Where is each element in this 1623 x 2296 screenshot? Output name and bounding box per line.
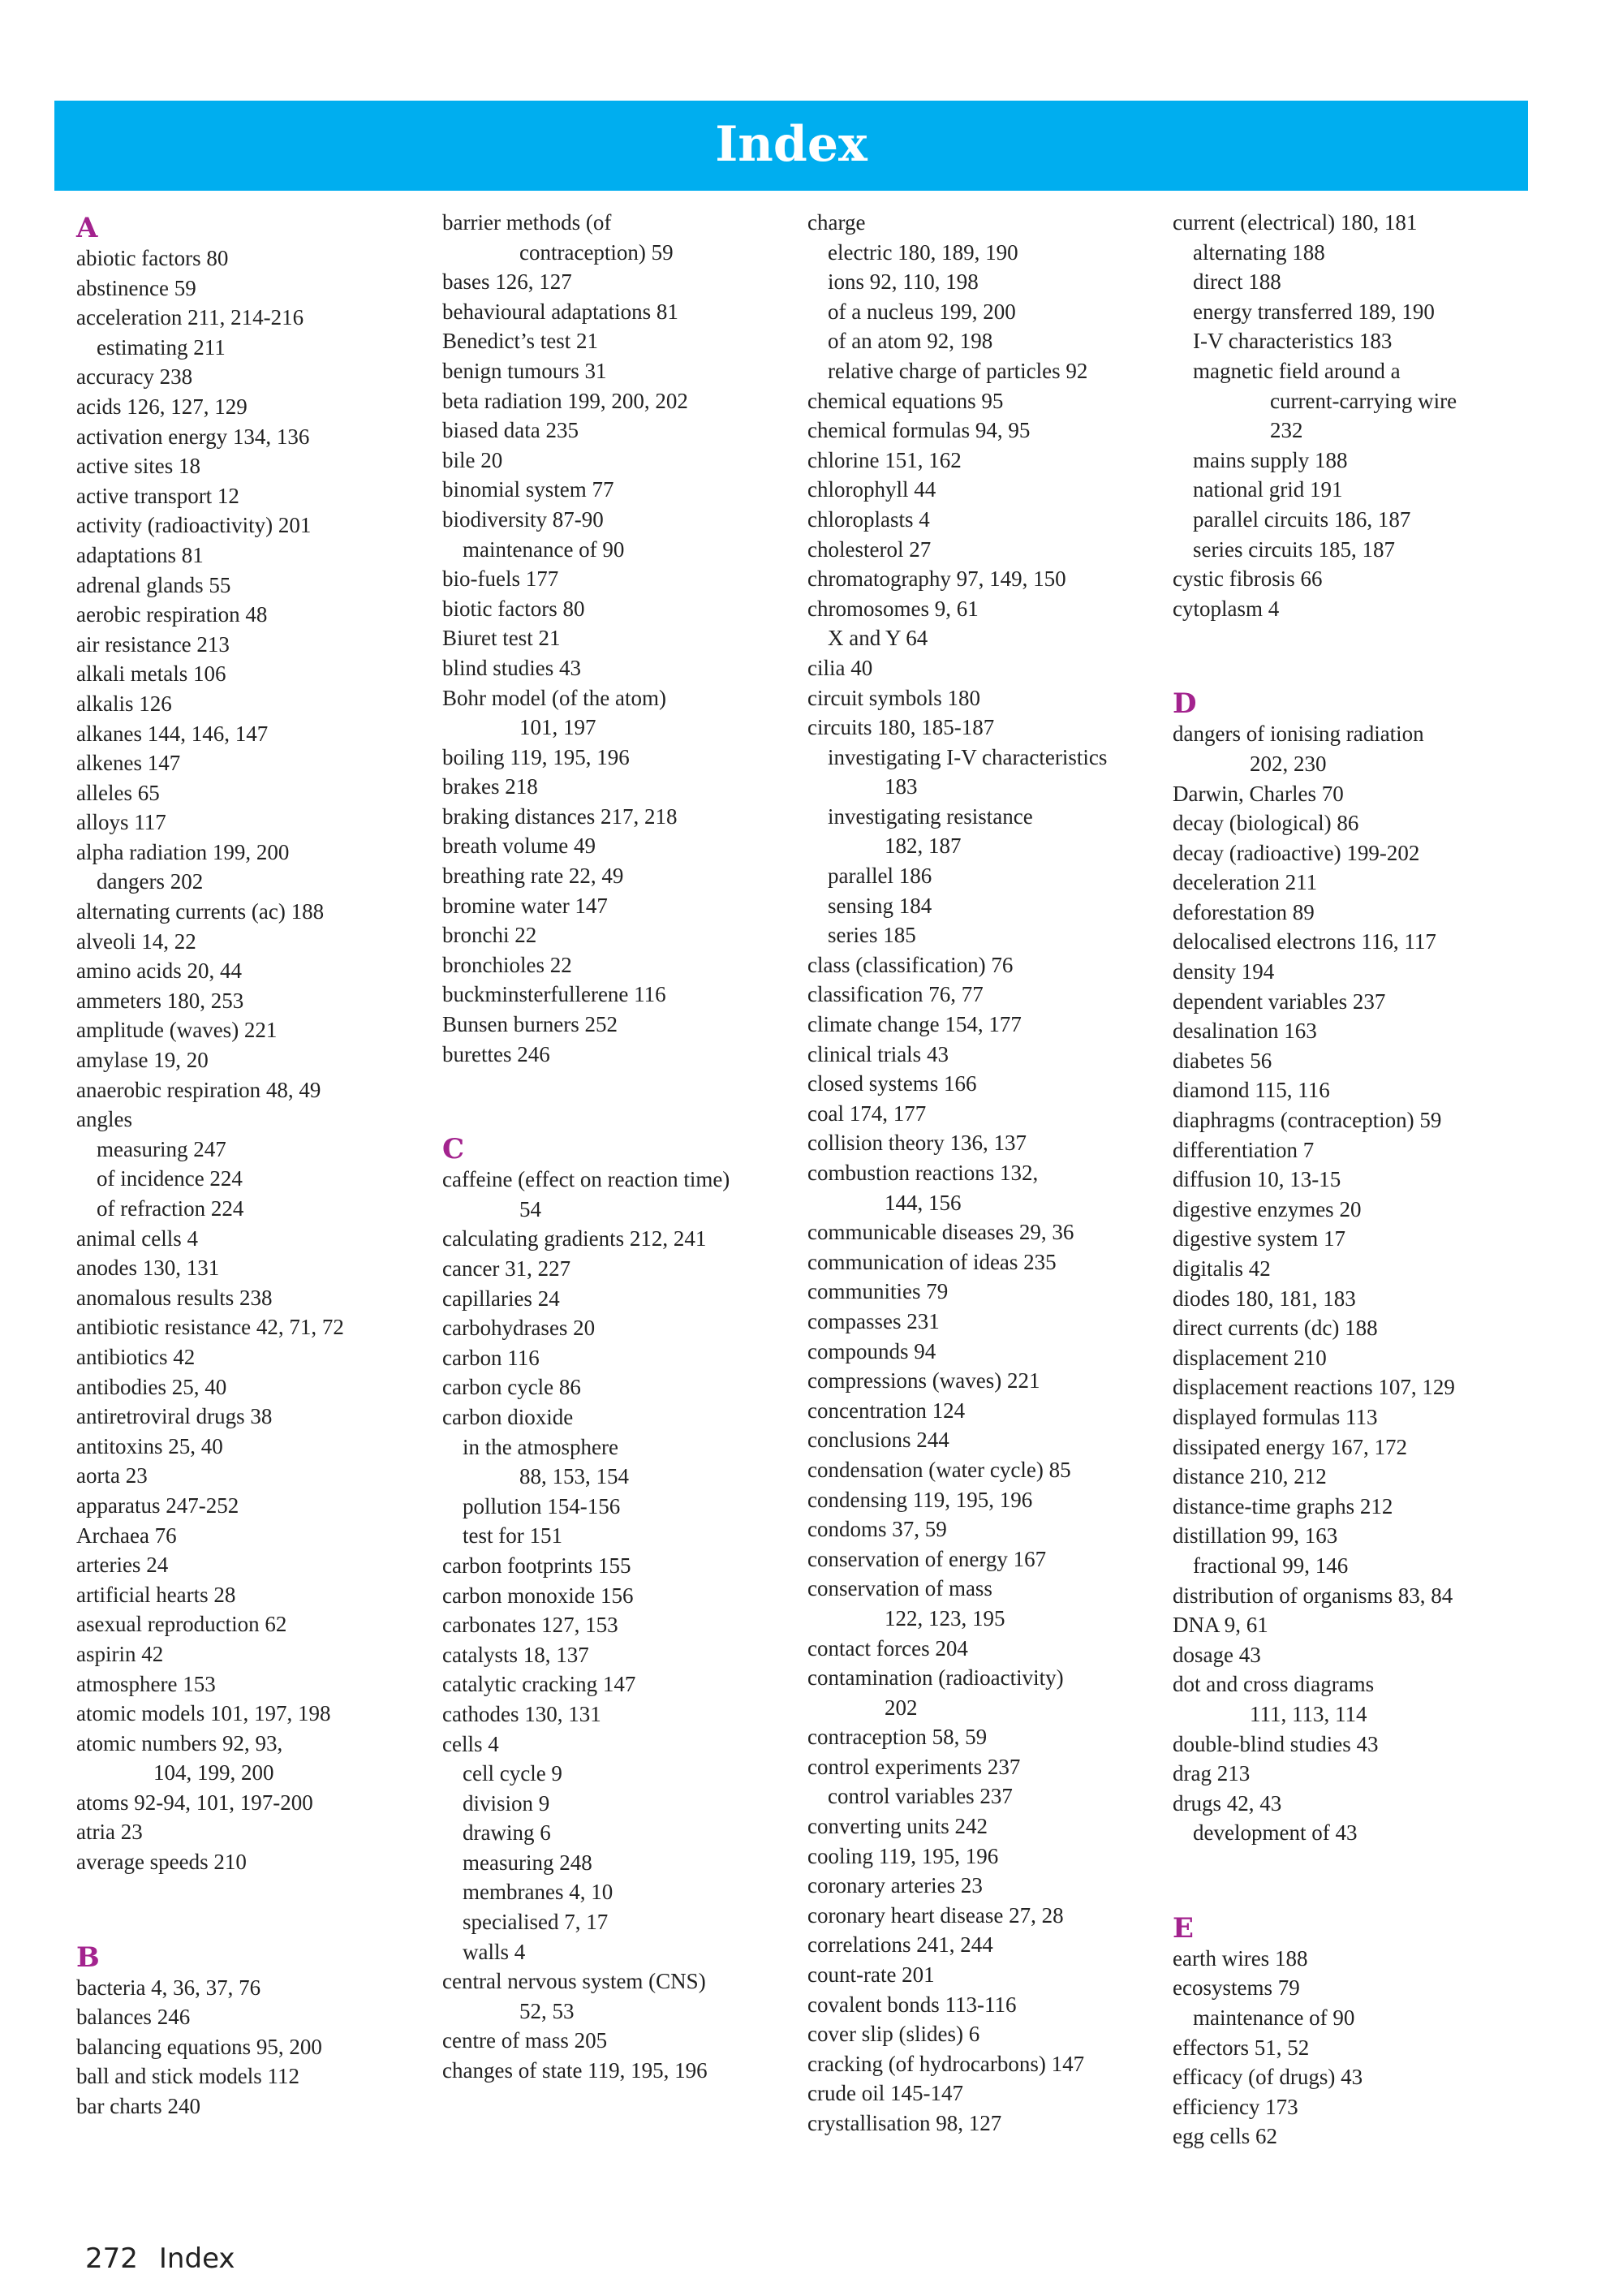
index-entry: contraception 58, 59 xyxy=(807,1725,988,1750)
index-entry: desalination 163 xyxy=(1173,1019,1317,1044)
index-entry: alkali metals 106 xyxy=(76,661,226,687)
index-entry: cooling 119, 195, 196 xyxy=(807,1843,999,1868)
index-entry: antibiotics 42 xyxy=(76,1344,196,1369)
index-entry: chlorine 151, 162 xyxy=(807,447,962,472)
index-subentry: test for 151 xyxy=(463,1523,562,1549)
index-entry: anomalous results 238 xyxy=(76,1285,273,1310)
index-entry: breathing rate 22, 49 xyxy=(442,864,624,889)
index-entry: ammeters 180, 253 xyxy=(76,988,244,1013)
index-entry: carbon dioxide xyxy=(442,1404,574,1429)
index-subentry: of an atom 92, 198 xyxy=(828,329,993,354)
index-entry: circuit symbols 180 xyxy=(807,685,980,710)
index-entry-continuation: 202 xyxy=(885,1695,918,1720)
index-subentry: of incidence 224 xyxy=(97,1166,243,1191)
index-subentry: membranes 4, 10 xyxy=(463,1880,613,1905)
index-subentry: maintenance of 90 xyxy=(1193,2005,1355,2031)
index-entry: contact forces 204 xyxy=(807,1635,968,1661)
index-entry: blind studies 43 xyxy=(442,655,582,680)
index-subentry: fractional 99, 146 xyxy=(1193,1553,1349,1578)
index-entry: angles xyxy=(76,1107,132,1132)
index-subentry: sensing 184 xyxy=(828,893,932,918)
index-subentry: parallel 186 xyxy=(828,864,932,889)
index-entry-continuation: 122, 123, 195 xyxy=(885,1605,1005,1630)
index-entry: egg cells 62 xyxy=(1173,2124,1277,2149)
index-entry: amylase 19, 20 xyxy=(76,1048,209,1073)
index-entry: conclusions 244 xyxy=(807,1428,949,1453)
index-entry: deceleration 211 xyxy=(1173,870,1318,895)
index-entry: condensation (water cycle) 85 xyxy=(807,1457,1071,1482)
index-entry: carbon monoxide 156 xyxy=(442,1583,634,1608)
index-entry: compounds 94 xyxy=(807,1338,936,1363)
index-entry: anodes 130, 131 xyxy=(76,1256,220,1281)
index-entry: contamination (radioactivity) xyxy=(807,1665,1064,1691)
section-letter: C xyxy=(442,1133,465,1166)
index-entry: caffeine (effect on reaction time) xyxy=(442,1167,730,1192)
index-entry: density 194 xyxy=(1173,959,1275,984)
index-entry: coronary heart disease 27, 28 xyxy=(807,1902,1064,1928)
index-entry: accuracy 238 xyxy=(76,364,193,390)
index-subentry: investigating resistance xyxy=(828,803,1033,829)
index-entry: antibiotic resistance 42, 71, 72 xyxy=(76,1315,344,1340)
section-letter: E xyxy=(1173,1911,1194,1945)
index-subentry: maintenance of 90 xyxy=(463,536,625,562)
index-entry: active transport 12 xyxy=(76,483,239,508)
index-entry-continuation: contraception) 59 xyxy=(519,239,674,265)
index-subentry: walls 4 xyxy=(463,1939,526,1964)
index-entry: bronchi 22 xyxy=(442,923,537,948)
index-entry: displacement 210 xyxy=(1173,1345,1327,1370)
index-entry: acids 126, 127, 129 xyxy=(76,394,248,419)
index-entry-continuation: 202, 230 xyxy=(1250,751,1327,776)
footer-label: Index xyxy=(158,2242,235,2275)
index-entry: anaerobic respiration 48, 49 xyxy=(76,1077,321,1102)
index-subentry: pollution 154-156 xyxy=(463,1493,621,1518)
index-entry: barrier methods (of xyxy=(442,210,612,235)
index-entry: double-blind studies 43 xyxy=(1173,1731,1379,1756)
index-entry: communicable diseases 29, 36 xyxy=(807,1220,1074,1245)
index-entry: cover slip (slides) 6 xyxy=(807,2022,980,2047)
index-entry: bacteria 4, 36, 37, 76 xyxy=(76,1975,261,2000)
index-entry: adrenal glands 55 xyxy=(76,572,231,597)
index-entry: chlorophyll 44 xyxy=(807,477,936,502)
index-entry: calculating gradients 212, 241 xyxy=(442,1226,707,1251)
index-subentry: drawing 6 xyxy=(463,1820,551,1846)
index-entry: chemical formulas 94, 95 xyxy=(807,418,1031,443)
index-entry: alkanes 144, 146, 147 xyxy=(76,721,269,746)
index-entry-continuation: 52, 53 xyxy=(519,1998,575,2023)
index-entry: diabetes 56 xyxy=(1173,1048,1272,1073)
index-subentry: series 185 xyxy=(828,923,916,948)
index-entry: displacement reactions 107, 129 xyxy=(1173,1375,1455,1400)
index-subentry: specialised 7, 17 xyxy=(463,1910,609,1935)
section-spacer xyxy=(76,1877,433,1937)
index-entry: alveoli 14, 22 xyxy=(76,928,196,954)
index-entry-continuation: 183 xyxy=(885,774,918,799)
index-entry: correlations 241, 244 xyxy=(807,1932,993,1958)
index-subentry: of refraction 224 xyxy=(97,1196,244,1221)
index-entry: behavioural adaptations 81 xyxy=(442,299,678,324)
index-entry: alloys 117 xyxy=(76,810,166,835)
index-subentry: alternating 188 xyxy=(1193,239,1325,265)
index-entry: ball and stick models 112 xyxy=(76,2064,299,2089)
index-entry: direct currents (dc) 188 xyxy=(1173,1316,1378,1341)
index-entry: aspirin 42 xyxy=(76,1641,164,1666)
index-column-3 xyxy=(807,208,1165,2139)
section-letter: B xyxy=(76,1941,100,1974)
index-entry: efficacy (of drugs) 43 xyxy=(1173,2065,1363,2090)
index-entry: class (classification) 76 xyxy=(807,952,1014,977)
index-entry: changes of state 119, 195, 196 xyxy=(442,2058,708,2083)
index-entry: abiotic factors 80 xyxy=(76,246,229,270)
index-entry: digestive system 17 xyxy=(1173,1226,1345,1251)
index-entry: cancer 31, 227 xyxy=(442,1256,571,1281)
index-entry: carbonates 127, 153 xyxy=(442,1613,618,1638)
index-entry: bar charts 240 xyxy=(76,2094,200,2119)
index-subentry: measuring 247 xyxy=(97,1136,226,1161)
index-subentry: ions 92, 110, 198 xyxy=(828,269,979,295)
index-entry: alternating currents (ac) 188 xyxy=(76,899,325,924)
index-entry-continuation: 54 xyxy=(519,1196,541,1221)
index-entry: carbon footprints 155 xyxy=(442,1553,631,1578)
index-entry: condoms 37, 59 xyxy=(807,1517,947,1542)
index-subentry: national grid 191 xyxy=(1193,477,1343,502)
index-entry-continuation: 232 xyxy=(1270,418,1303,443)
index-entry: charge xyxy=(807,210,866,235)
index-entry: converting units 242 xyxy=(807,1814,988,1839)
index-entry-continuation: current-carrying wire xyxy=(1270,388,1457,413)
index-column-4 xyxy=(1173,208,1530,2152)
index-entry: atoms 92-94, 101, 197-200 xyxy=(76,1790,313,1815)
page-number: 272 xyxy=(85,2242,138,2275)
index-entry: alleles 65 xyxy=(76,780,160,805)
index-entry: decay (radioactive) 199-202 xyxy=(1173,840,1420,865)
index-entry: distance 210, 212 xyxy=(1173,1464,1327,1489)
index-entry: climate change 154, 177 xyxy=(807,1012,1022,1037)
index-entry-continuation: 182, 187 xyxy=(885,834,962,859)
index-entry: crystallisation 98, 127 xyxy=(807,2111,1002,2135)
index-subentry: estimating 211 xyxy=(97,334,226,360)
index-entry: buckminsterfullerene 116 xyxy=(442,982,666,1007)
index-entry: breath volume 49 xyxy=(442,834,596,859)
index-entry: combustion reactions 132, xyxy=(807,1161,1039,1185)
index-entry: boiling 119, 195, 196 xyxy=(442,744,630,769)
section-spacer xyxy=(1173,623,1530,683)
index-entry: activity (radioactivity) 201 xyxy=(76,513,312,538)
index-entry: artificial hearts 28 xyxy=(76,1582,236,1607)
index-entry: alpha radiation 199, 200 xyxy=(76,839,290,864)
index-entry: drag 213 xyxy=(1173,1761,1251,1786)
index-entry: diffusion 10, 13-15 xyxy=(1173,1167,1341,1192)
index-entry: communication of ideas 235 xyxy=(807,1249,1057,1274)
index-entry: dot and cross diagrams xyxy=(1173,1672,1375,1697)
index-entry: dissipated energy 167, 172 xyxy=(1173,1434,1407,1459)
index-entry: biodiversity 87-90 xyxy=(442,506,604,532)
index-entry: arteries 24 xyxy=(76,1553,169,1578)
index-entry: alkenes 147 xyxy=(76,751,181,776)
index-entry-continuation: 144, 156 xyxy=(885,1190,962,1215)
index-entry: apparatus 247-252 xyxy=(76,1493,239,1518)
index-subentry: I-V characteristics 183 xyxy=(1193,329,1393,354)
index-entry: cilia 40 xyxy=(807,655,873,680)
index-subentry: relative charge of particles 92 xyxy=(828,358,1088,383)
index-entry: count-rate 201 xyxy=(807,1962,935,1988)
section-letter: D xyxy=(1173,687,1197,721)
index-entry: asexual reproduction 62 xyxy=(76,1612,287,1637)
index-entry: dangers of ionising radiation xyxy=(1173,722,1424,747)
index-entry: earth wires 188 xyxy=(1173,1945,1308,1971)
index-entry: displayed formulas 113 xyxy=(1173,1404,1378,1429)
index-entry: amplitude (waves) 221 xyxy=(76,1018,278,1043)
index-subentry: mains supply 188 xyxy=(1193,447,1348,472)
index-entry: closed systems 166 xyxy=(807,1071,977,1096)
index-entry: bromine water 147 xyxy=(442,893,608,918)
index-entry: drugs 42, 43 xyxy=(1173,1790,1282,1816)
index-entry: chloroplasts 4 xyxy=(807,506,930,532)
index-subentry: electric 180, 189, 190 xyxy=(828,239,1018,265)
index-subentry: in the atmosphere xyxy=(463,1434,618,1459)
index-entry: central nervous system (CNS) xyxy=(442,1969,706,1994)
section-letter: A xyxy=(76,212,98,244)
index-entry: average speeds 210 xyxy=(76,1850,247,1875)
index-entry: conservation of energy 167 xyxy=(807,1546,1047,1571)
index-entry: activation energy 134, 136 xyxy=(76,424,310,449)
index-entry: decay (biological) 86 xyxy=(1173,811,1359,836)
index-entry: aerobic respiration 48 xyxy=(76,602,268,627)
index-entry: Biuret test 21 xyxy=(442,626,561,651)
index-entry: concentration 124 xyxy=(807,1398,966,1423)
index-entry: bio-fuels 177 xyxy=(442,566,559,592)
index-entry: distance-time graphs 212 xyxy=(1173,1493,1393,1518)
index-entry: carbohydrases 20 xyxy=(442,1316,596,1341)
index-entry: acceleration 211, 214-216 xyxy=(76,305,304,330)
index-entry: crude oil 145-147 xyxy=(807,2081,963,2106)
section-spacer xyxy=(442,1069,799,1129)
index-entry: catalytic cracking 147 xyxy=(442,1672,636,1697)
index-entry: Bohr model (of the atom) xyxy=(442,685,666,710)
index-entry: clinical trials 43 xyxy=(807,1041,949,1066)
index-entry: catalysts 18, 137 xyxy=(442,1642,589,1667)
index-entry: animal cells 4 xyxy=(76,1226,198,1251)
section-spacer xyxy=(1173,1848,1530,1908)
index-entry: DNA 9, 61 xyxy=(1173,1613,1268,1638)
index-entry: balancing equations 95, 200 xyxy=(76,2034,322,2059)
index-entry: dosage 43 xyxy=(1173,1642,1261,1667)
index-entry: Darwin, Charles 70 xyxy=(1173,781,1344,806)
index-entry: cytoplasm 4 xyxy=(1173,596,1280,621)
index-entry: dependent variables 237 xyxy=(1173,989,1386,1014)
index-entry: coal 174, 177 xyxy=(807,1101,927,1126)
index-entry: condensing 119, 195, 196 xyxy=(807,1487,1033,1512)
index-entry: compasses 231 xyxy=(807,1308,940,1333)
index-entry: benign tumours 31 xyxy=(442,358,607,383)
index-entry: circuits 180, 185-187 xyxy=(807,715,995,740)
page-title: Index xyxy=(715,116,867,173)
index-entry: compressions (waves) 221 xyxy=(807,1368,1040,1394)
index-entry: differentiation 7 xyxy=(1173,1137,1315,1162)
index-header-bar xyxy=(54,101,1528,191)
index-entry: chromatography 97, 149, 150 xyxy=(807,566,1066,592)
index-subentry: parallel circuits 186, 187 xyxy=(1193,506,1411,532)
index-entry: braking distances 217, 218 xyxy=(442,803,678,829)
index-entry: control experiments 237 xyxy=(807,1754,1021,1779)
index-entry: atomic models 101, 197, 198 xyxy=(76,1701,331,1726)
index-entry: balances 246 xyxy=(76,2005,191,2030)
index-entry: bases 126, 127 xyxy=(442,269,572,295)
index-entry: antiretroviral drugs 38 xyxy=(76,1404,273,1429)
index-entry: chemical equations 95 xyxy=(807,388,1004,413)
index-entry: antitoxins 25, 40 xyxy=(76,1433,223,1458)
index-column-2 xyxy=(442,208,799,2086)
index-entry: cracking (of hydrocarbons) 147 xyxy=(807,2051,1085,2076)
index-subentry: direct 188 xyxy=(1193,269,1281,295)
index-entry: atria 23 xyxy=(76,1820,143,1845)
index-entry: Benedict’s test 21 xyxy=(442,329,598,354)
index-entry: biotic factors 80 xyxy=(442,596,585,621)
index-entry: ecosystems 79 xyxy=(1173,1975,1300,2001)
index-entry: effectors 51, 52 xyxy=(1173,2035,1310,2060)
index-entry: cathodes 130, 131 xyxy=(442,1701,601,1726)
index-entry: coronary arteries 23 xyxy=(807,1873,983,1898)
index-entry: active sites 18 xyxy=(76,454,200,479)
index-entry: cystic fibrosis 66 xyxy=(1173,566,1323,592)
index-entry: diamond 115, 116 xyxy=(1173,1078,1330,1103)
index-entry: aorta 23 xyxy=(76,1463,148,1488)
index-subentry: measuring 248 xyxy=(463,1850,592,1875)
index-entry-continuation: 111, 113, 114 xyxy=(1250,1701,1367,1726)
index-subentry: dangers 202 xyxy=(97,869,204,894)
index-column-1 xyxy=(76,208,433,2122)
index-entry: digitalis 42 xyxy=(1173,1256,1271,1281)
index-entry: cells 4 xyxy=(442,1731,499,1756)
index-entry: carbon cycle 86 xyxy=(442,1375,581,1400)
index-entry: diaphragms (contraception) 59 xyxy=(1173,1108,1442,1133)
index-subentry: series circuits 185, 187 xyxy=(1193,536,1395,562)
index-entry: delocalised electrons 116, 117 xyxy=(1173,929,1436,954)
index-entry: digestive enzymes 20 xyxy=(1173,1196,1362,1221)
index-subentry: development of 43 xyxy=(1193,1820,1358,1846)
index-subentry: division 9 xyxy=(463,1790,550,1816)
index-subentry: energy transferred 189, 190 xyxy=(1193,299,1435,324)
index-entry: current (electrical) 180, 181 xyxy=(1173,210,1418,235)
index-entry: air resistance 213 xyxy=(76,631,230,657)
index-entry: carbon 116 xyxy=(442,1345,540,1370)
index-entry-continuation: 88, 153, 154 xyxy=(519,1464,629,1489)
index-entry: atmosphere 153 xyxy=(76,1671,216,1696)
index-entry: burettes 246 xyxy=(442,1041,550,1066)
index-entry: centre of mass 205 xyxy=(442,2028,608,2053)
index-subentry: cell cycle 9 xyxy=(463,1761,562,1786)
index-entry: Bunsen burners 252 xyxy=(442,1012,618,1037)
index-entry: deforestation 89 xyxy=(1173,899,1315,924)
index-entry: communities 79 xyxy=(807,1279,949,1304)
index-entry: capillaries 24 xyxy=(442,1286,560,1311)
index-entry: distillation 99, 163 xyxy=(1173,1523,1338,1549)
index-subentry: of a nucleus 199, 200 xyxy=(828,299,1016,324)
index-entry: covalent bonds 113-116 xyxy=(807,1992,1017,2017)
index-entry: atomic numbers 92, 93, xyxy=(76,1730,283,1755)
index-entry: chromosomes 9, 61 xyxy=(807,596,979,621)
index-entry: bronchioles 22 xyxy=(442,952,572,977)
index-entry: adaptations 81 xyxy=(76,542,204,567)
index-entry: bile 20 xyxy=(442,447,503,472)
index-subentry: control variables 237 xyxy=(828,1784,1013,1809)
index-entry: alkalis 126 xyxy=(76,691,172,716)
index-entry: classification 76, 77 xyxy=(807,982,984,1007)
index-entry-continuation: 104, 199, 200 xyxy=(153,1760,274,1786)
index-entry: conservation of mass xyxy=(807,1576,992,1601)
index-entry: binomial system 77 xyxy=(442,477,614,502)
index-subentry: magnetic field around a xyxy=(1193,358,1401,383)
index-entry: amino acids 20, 44 xyxy=(76,958,242,984)
index-entry: efficiency 173 xyxy=(1173,2094,1298,2119)
index-entry: biased data 235 xyxy=(442,418,579,443)
index-entry: antibodies 25, 40 xyxy=(76,1374,227,1399)
index-entry: abstinence 59 xyxy=(76,275,196,300)
page-footer xyxy=(85,2242,256,2275)
index-subentry: X and Y 64 xyxy=(828,626,928,651)
index-entry-continuation: 101, 197 xyxy=(519,715,596,740)
index-entry: distribution of organisms 83, 84 xyxy=(1173,1583,1453,1608)
index-entry: beta radiation 199, 200, 202 xyxy=(442,388,688,413)
index-entry: diodes 180, 181, 183 xyxy=(1173,1286,1356,1311)
index-entry: cholesterol 27 xyxy=(807,536,932,562)
index-subentry: investigating I-V characteristics xyxy=(828,744,1108,769)
index-entry: collision theory 136, 137 xyxy=(807,1131,1027,1156)
index-entry: Archaea 76 xyxy=(76,1523,177,1548)
index-entry: brakes 218 xyxy=(442,774,538,799)
